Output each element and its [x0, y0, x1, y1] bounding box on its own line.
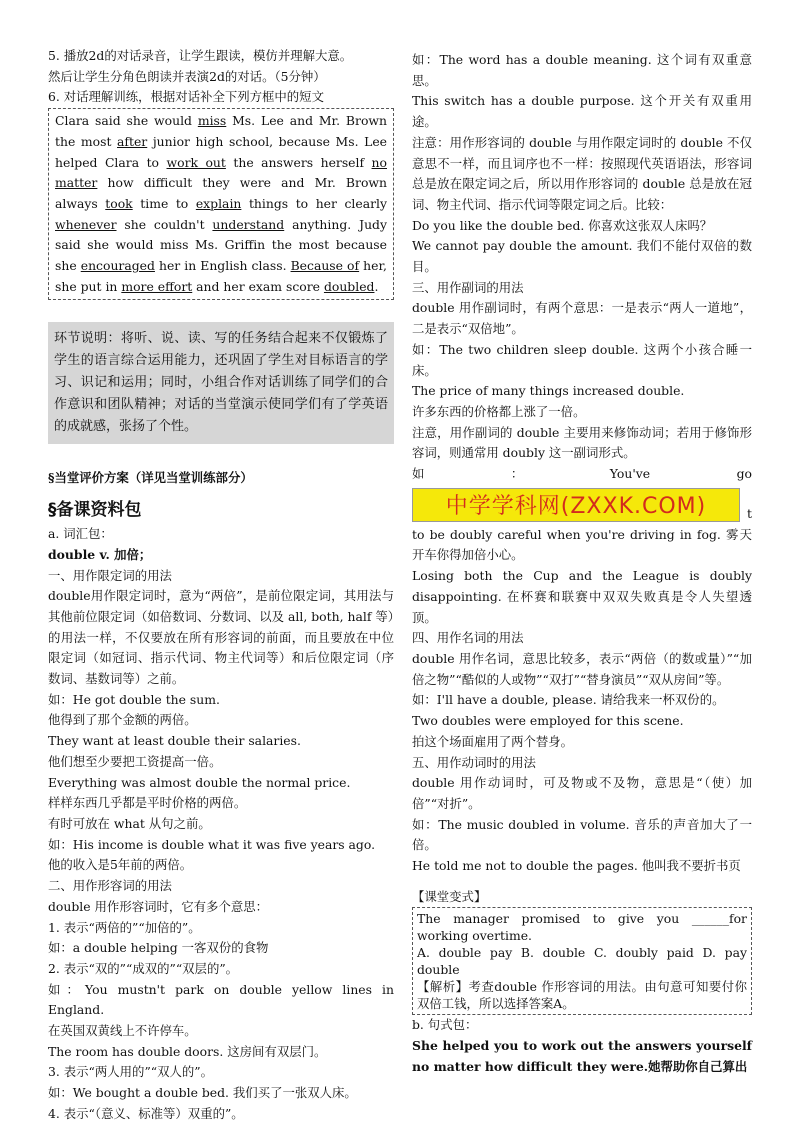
cloze-passage: [55, 111, 387, 297]
notes-b-line: 如：I'll have a double, please. 请给我来一杯双份的。: [412, 692, 725, 708]
notes-a-line: Do you like the double bed. 你喜欢这张双人床吗？: [412, 217, 713, 233]
notes-b-line: Two doubles were employed for this scene.: [412, 713, 684, 729]
vocab-line: 他的收入是5年前的两倍。: [48, 857, 193, 873]
vocab-line: They want at least double their salaries.: [48, 733, 301, 749]
vocab-line: 二、用作形容词的用法: [48, 878, 172, 894]
vocab-line: double用作限定词时，意为“两倍”，是前位限定词，其用法与其他前位限定词（如倍数词、分数词、以及 all, both, half 等）的用法一样，不仅要放在所有形容词的前面，而且要放在中位限定词（如冠词、指示代词、物主代词等）和后位限定词（序数词、基数词等）之前。: [48, 588, 394, 687]
cloze-text: she couldn't: [116, 216, 213, 232]
notes-b-line: double 用作名词，意思比较多，表示“两倍（的数或量）”“加倍之物”“酷似的人或物”“双打”“替身演员”“双从房间”等。: [412, 650, 752, 687]
cloze-text: Ms. Lee and Mr. Brown the most: [55, 113, 387, 149]
notes-b-line: 四、用作名词的用法: [412, 630, 524, 646]
cloze-answer: took: [105, 195, 133, 211]
vocab-line: 他得到了那个金额的两倍。: [48, 712, 197, 728]
notes-b-line: 五、用作动词时的用法: [412, 754, 536, 770]
notes-b-line: to be doubly careful when you're driving in fog. 雾天开车你得加倍小心。: [412, 526, 752, 563]
section-heading: §备课资料包: [48, 500, 142, 521]
notes-a-line: 许多东西的价格都上涨了一倍。: [412, 403, 586, 419]
notes-a-line: double 用作副词时，有两个意思：一是表示“两人一道地”，二是表示“双倍地”。: [412, 300, 752, 337]
vocab-line: 样样东西几乎都是平时价格的两倍。: [48, 795, 247, 811]
split-line: [412, 464, 752, 485]
notes-b-line: He told me not to double the pages. 他叫我不要折书页: [412, 858, 741, 874]
cloze-answer: more effort: [121, 278, 193, 294]
vocab-line: 他们想至少要把工资提高一倍。: [48, 753, 222, 769]
notes-b-line: Losing both the Cup and the League is doubly disappointing. 在杯赛和联赛中双双失败真是令人失望透顶。: [412, 568, 752, 625]
cloze-answer: after: [117, 133, 148, 149]
exercise-options: A. double pay B. double C. doubly paid D. pay double: [417, 945, 747, 978]
vocab-line: 3. 表示“两人用的”“双人的”。: [48, 1064, 214, 1080]
cloze-text: her, she put in: [55, 258, 387, 294]
cloze-text: how difficult they were and Mr. Brown always: [55, 175, 387, 211]
step-6-line: 6. 对话理解训练，根据对话补全下列方框中的短文: [48, 89, 324, 105]
cloze-passage-box: [48, 108, 394, 300]
cloze-answer: work out: [166, 154, 226, 170]
vocab-line: 1. 表示“两倍的”“加倍的”。: [48, 919, 201, 935]
cloze-answer: explain: [195, 195, 242, 211]
step-5-line-1: 5. 播放2d的对话录音，让学生跟读，模仿并理解大意。: [48, 48, 353, 63]
cloze-answer: doubled: [323, 278, 375, 294]
split-word-d: go: [736, 466, 752, 482]
vocab-line: double v. 加倍；: [48, 546, 152, 562]
left-column: [48, 46, 394, 1125]
activity-note: 环节说明：将听、说、读、写的任务结合起来不仅锻炼了学生的语言综合运用能力，还巩固了学生对目标语言的学习、识记和运用；同时，小组合作对话训练了同学们的合作意识和团队精神；对话的当堂演示使同学们有了学英语的成就感，张扬了个性。: [54, 331, 388, 435]
notes-a-line: 如：The word has a double meaning. 这个词有双重意思。: [412, 52, 752, 88]
cloze-text: her in English class.: [154, 258, 291, 274]
sentence-pack-title: b. 句式包：: [412, 1017, 478, 1033]
notes-a-line: This switch has a double purpose. 这个开关有双重用途。: [412, 93, 752, 130]
evaluation-heading: §当堂评价方案（详见当堂训练部分）: [48, 470, 253, 486]
vocab-line: 如：His income is double what it was five years ago.: [48, 836, 376, 852]
vocab-line: 一、用作限定词的用法: [48, 567, 172, 583]
split-word-c: You've: [609, 466, 651, 482]
notes-a-line: We cannot pay double the amount. 我们不能付双倍的数目。: [412, 238, 752, 275]
cloze-answer: whenever: [55, 216, 117, 232]
notes-a-line: 三、用作副词的用法: [412, 279, 524, 295]
cloze-text: time to: [132, 195, 196, 211]
notes-a-line: 如：The two children sleep double. 这两个小孩合睡一床。: [412, 341, 752, 378]
vocab-line: a. 词汇包：: [48, 526, 113, 542]
cloze-text: anything. Judy said she would miss Ms. Griffin the most because she: [55, 216, 387, 274]
vocab-line: 2. 表示“双的”“成双的”“双层的”。: [48, 960, 239, 976]
cloze-text: and her exam score: [192, 278, 324, 294]
right-column: [412, 50, 752, 1078]
cloze-text: things to her clearly: [241, 195, 388, 211]
exercise-answer: 【解析】考查double 作形容词的用法。由句意可知要付你双倍工钱，所以选择答案A。: [417, 979, 747, 1012]
notes-b-line: 拍这个场面雇用了两个替身。: [412, 733, 574, 749]
cloze-text: the answers herself: [225, 154, 372, 170]
sentence-pack-example: She helped you to work out the answers yourself no matter how difficult they were.她帮助你自己算出: [412, 1038, 752, 1074]
cloze-text: junior high school, because Ms. Lee helped Clara to: [55, 133, 387, 170]
cloze-text: .: [374, 278, 379, 294]
vocab-line: Everything was almost double the normal price.: [48, 774, 351, 790]
notes-a-line: 注意，用作副词的 double 主要用来修饰动词；若用于修饰形容词，则通常用 doubly 这一副词形式。: [412, 424, 752, 461]
vocab-line: The room has double doors. 这房间有双层门。: [48, 1043, 327, 1059]
exercise-question: The manager promised to give you ______for working overtime.: [417, 911, 747, 944]
vocab-line: 4. 表示“（意义、标准等）双重的”。: [48, 1105, 244, 1121]
notes-b-line: 如：The music doubled in volume. 音乐的声音加大了一倍。: [412, 816, 752, 853]
cloze-answer: understand: [212, 216, 285, 232]
vocab-line: 有时可放在 what 从句之前。: [48, 815, 211, 831]
cloze-answer: encouraged: [80, 258, 155, 274]
vocab-line: 在英国双黄线上不许停车。: [48, 1023, 197, 1039]
split-word-b: ：: [510, 466, 524, 482]
notes-a-line: 注意：用作形容词的 double 与用作限定词时的 double 不仅意思不一样，而且词序也不一样：按照现代英语语法，形容词总是放在限定词之后，所以用作形容词的 double 总是放在冠词、物主代词、指示代词等限定词之后。比较：: [412, 134, 752, 212]
cloze-answer: Because of: [290, 258, 360, 274]
activity-note-box: [48, 322, 394, 444]
exercise-box: [412, 907, 752, 1015]
notes-a-line: The price of many things increased double.: [412, 383, 685, 399]
step-5-line-2: 然后让学生分角色朗读并表演2d的对话。（5分钟）: [48, 68, 326, 84]
cloze-answer: no matter: [55, 154, 387, 191]
cloze-text: Clara said she would: [55, 113, 198, 129]
brand-tail: t: [747, 506, 752, 522]
cloze-answer: miss: [197, 113, 227, 129]
vocab-line: 如：You mustn't park on double yellow lines in England.: [48, 981, 394, 1018]
vocab-line: double 用作形容词时，它有多个意思：: [48, 898, 269, 914]
vocab-notes: [48, 524, 394, 1124]
vocab-line: 如：We bought a double bed. 我们买了一张双人床。: [48, 1085, 357, 1101]
brand-row: [412, 485, 752, 525]
vocab-line: 如：a double helping 一客双份的食物: [48, 940, 269, 956]
split-word-a: 如: [412, 466, 425, 482]
noun-verb-notes: [412, 525, 752, 877]
vocab-line: 如：He got double the sum.: [48, 691, 220, 707]
brand-watermark: 中学学科网(ZXXK.COM): [412, 488, 740, 522]
exercise-title: 【课堂变式】: [412, 888, 487, 904]
notes-b-line: double 用作动词时，可及物或不及物，意思是“（使）加倍”“对折”。: [412, 775, 752, 811]
adjective-adverb-notes: [412, 50, 752, 464]
